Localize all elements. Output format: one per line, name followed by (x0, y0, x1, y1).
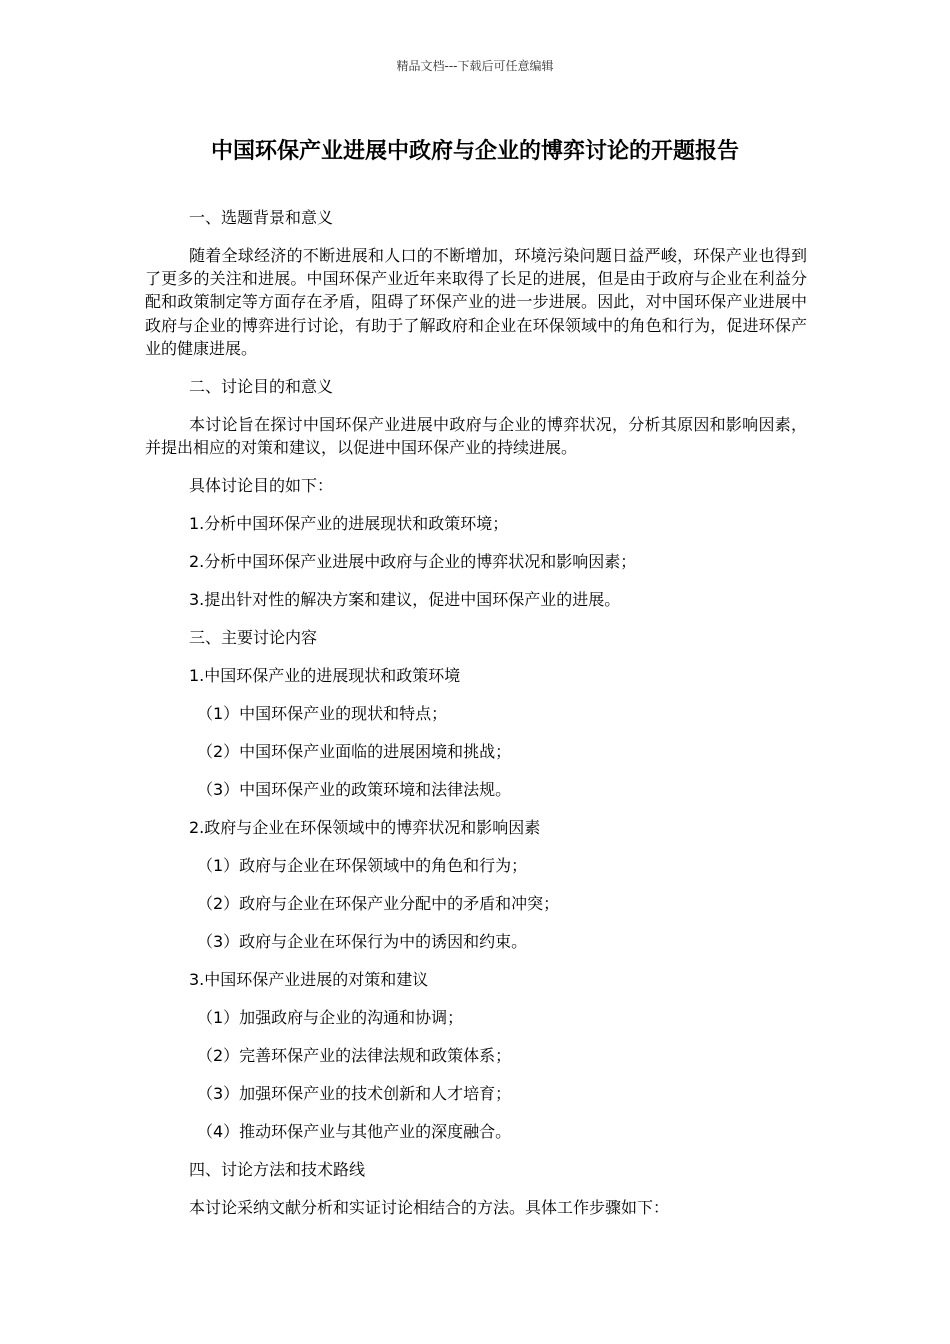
paragraph-methods: 本讨论采纳文献分析和实证讨论相结合的方法。具体工作步骤如下： (189, 1198, 670, 1218)
sub-list-item: （1）加强政府与企业的沟通和协调； (197, 1008, 464, 1028)
section-heading-background: 一、选题背景和意义 (189, 208, 334, 227)
paragraph-background: 随着全球经济的不断进展和人口的不断增加，环境污染问题日益严峻，环保产业也得到了更多的关注和进展。中国环保产业近年来取得了长足的进展，但是由于政府与企业在利益分配和政策制定等方面存在矛盾，阻碍了环保产业的进一步进展。因此，对中国环保产业进展中政府与企业的博弈进行讨论，有助于了解政府和企业在环保领域中的角色和行为，促进环保产业的健康进展。 (145, 246, 807, 358)
sub-list-item: （3）中国环保产业的政策环境和法律法规。 (197, 780, 512, 800)
list-item: 3.提出针对性的解决方案和建议，促进中国环保产业的进展。 (189, 590, 621, 610)
paragraph-purpose-intro: 具体讨论目的如下： (189, 476, 334, 496)
sub-list-item: （2）政府与企业在环保产业分配中的矛盾和冲突； (197, 894, 560, 914)
sub-list-item: （3）加强环保产业的技术创新和人才培育； (197, 1084, 512, 1104)
list-item: 1.中国环保产业的进展现状和政策环境 (189, 666, 461, 686)
sub-list-item: （2）中国环保产业面临的进展困境和挑战； (197, 742, 512, 762)
sub-list-item: （4）推动环保产业与其他产业的深度融合。 (197, 1122, 512, 1142)
sub-list-item: （1）中国环保产业的现状和特点； (197, 704, 448, 724)
sub-list-item: （3）政府与企业在环保行为中的诱因和约束。 (197, 932, 528, 952)
list-item: 2.政府与企业在环保领域中的博弈状况和影响因素 (189, 818, 541, 838)
header-note: 精品文档---下载后可任意编辑 (396, 59, 554, 73)
paragraph-purpose: 本讨论旨在探讨中国环保产业进展中政府与企业的博弈状况，分析其原因和影响因素，并提出相应的对策和建议，以促进中国环保产业的持续进展。 (145, 414, 807, 458)
document-body (145, 206, 807, 1234)
section-heading-methods: 四、讨论方法和技术路线 (189, 1160, 366, 1180)
list-item: 1.分析中国环保产业的进展现状和政策环境； (189, 514, 509, 534)
list-item: 3.中国环保产业进展的对策和建议 (189, 970, 429, 990)
section-heading-content: 三、主要讨论内容 (189, 628, 318, 648)
sub-list-item: （2）完善环保产业的法律法规和政策体系； (197, 1046, 512, 1066)
list-item: 2.分析中国环保产业进展中政府与企业的博弈状况和影响因素； (189, 552, 637, 572)
sub-list-item: （1）政府与企业在环保领域中的角色和行为； (197, 856, 528, 876)
document-title: 中国环保产业进展中政府与企业的博弈讨论的开题报告 (210, 139, 739, 164)
section-heading-purpose: 二、讨论目的和意义 (189, 376, 334, 396)
